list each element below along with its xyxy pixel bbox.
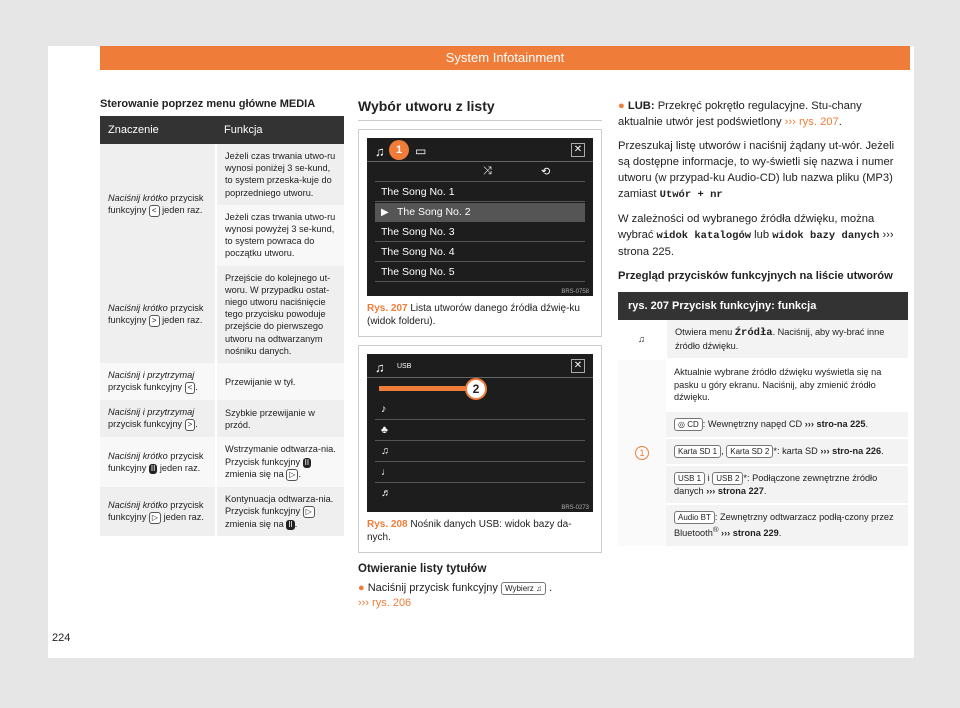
bullet-icon: ●	[618, 100, 625, 112]
pause-key-icon: II	[288, 520, 293, 530]
table-cell: Kontynuacja odtwarza-nia. Przycisk funkcyjny ▷ zmienia się na II .	[216, 487, 344, 536]
subheading: Przegląd przycisków funkcyjnych na liście utworów	[618, 270, 893, 282]
paragraph: ● LUB: Przekręć pokrętło regulacyjne. Stu-chany aktualnie utwór jest podświetlony ››› rys. 207.	[618, 100, 862, 128]
table-cell: Wstrzymanie odtwarza-nia. Przycisk funkcyjny II zmienia się na ▷ .	[216, 437, 344, 486]
sd-card-icon: Karta SD 1	[674, 445, 721, 458]
category-playlist[interactable]	[375, 484, 585, 504]
list-toolbar	[375, 164, 585, 182]
category-songs[interactable]	[375, 442, 585, 462]
callout-badge: 2	[465, 378, 487, 400]
figure-code: BRS-0758	[561, 289, 589, 295]
table-cell: Aktualnie wybrane źródło dźwięku wyświetla się na pasku u góry ekranu. Naciśnij, aby zmienić źródło dźwięku.	[666, 359, 908, 411]
table-cell: Przejście do kolejnego ut-woru. W przypadku ostat-niego utworu naciśnięcie tego przycisku powoduje przejście do pierwszego utworu na odtwarzanym nośniku danych.	[216, 266, 344, 363]
instruction-text: ● Naciśnij przycisk funkcyjny Wybierz ♫ . ››› rys. 206	[358, 582, 553, 609]
category-genre[interactable]	[375, 463, 585, 483]
table-cell: Audio BT : Zewnętrzny odtwarzacz podłą-czony przez Bluetooth® ››› strona 229.	[666, 504, 908, 547]
table-cell: Naciśnij i przytrzymaj przycisk funkcyjny > .	[100, 400, 216, 437]
table-title: rys. 207 Przycisk funkcyjny: funkcja	[618, 292, 908, 320]
table-cell: USB 1 i USB 2 *: Podłączone zewnętrzne źródło danych ››› strona 227.	[666, 465, 908, 505]
table-cell: Naciśnij krótko przycisk funkcyjny II jeden raz.	[100, 437, 216, 486]
page-number: 224	[52, 632, 71, 644]
table-cell: Jeżeli czas trwania utwo-ru wynosi poniżej 3 se-kund, to system przeska-kuje do poprzedniego utworu.	[216, 144, 344, 205]
prev-key-icon: <	[185, 382, 196, 394]
list-item[interactable]: The Song No. 1	[375, 183, 585, 202]
pause-key-icon: II	[150, 464, 156, 474]
table-cell: Jeżeli czas trwania utwo-ru wynosi powyżej 3 se-kund, to system powraca do początku utworu.	[216, 205, 344, 266]
table-cell: ◎ CD : Wewnętrzny napęd CD ››› stro-na 225.	[666, 411, 908, 438]
playlist-icon: ♬	[381, 487, 392, 499]
media-controls-table	[100, 116, 344, 536]
list-item[interactable]: The Song No. 5	[375, 263, 585, 282]
shuffle-icon: ⤨	[483, 165, 492, 177]
folder-icon: ▭	[415, 144, 427, 158]
artist-icon: ♪	[381, 403, 387, 415]
pause-key-icon: II	[304, 457, 310, 467]
table-cell: Szybkie przewijanie w przód.	[216, 400, 344, 437]
table-cell: Naciśnij krótko przycisk funkcyjny < jeden raz.	[100, 144, 216, 266]
music-note-icon: ♫	[375, 144, 385, 159]
callout-badge: 1	[389, 140, 409, 160]
music-note-icon: ♫	[618, 320, 666, 359]
screenshot-usb-database	[367, 354, 593, 512]
function-keys-table	[618, 292, 908, 548]
section-heading: Sterowanie poprzez menu główne MEDIA	[100, 98, 316, 110]
table-cell: Naciśnij i przytrzymaj przycisk funkcyjny < .	[100, 363, 216, 400]
media-controls-section	[100, 98, 344, 536]
select-key-icon: Wybierz ♫	[501, 582, 546, 595]
table-cell: Przewijanie w tył.	[216, 363, 344, 400]
divider	[367, 161, 593, 162]
highlight-bar	[379, 386, 467, 391]
cd-icon: ◎ CD	[674, 418, 703, 431]
figure-caption: Rys. 207 Lista utworów danego źródła dźwię-ku (widok folderu).	[367, 303, 580, 327]
genre-icon: ♩	[381, 466, 392, 478]
subheading: Otwieranie listy tytułów	[358, 563, 487, 575]
callout-number: 1	[618, 359, 666, 547]
play-key-icon: ▷	[286, 469, 298, 481]
figure-207	[358, 129, 602, 337]
album-icon: ♣	[381, 424, 388, 436]
prev-key-icon: <	[149, 205, 160, 217]
next-key-icon: >	[149, 315, 160, 327]
col-header-function: Funkcja	[216, 116, 344, 144]
play-key-icon: ▷	[303, 506, 315, 518]
sd-card-icon: Karta SD 2	[726, 445, 773, 458]
close-icon: ✕	[571, 143, 585, 157]
track-selection-section	[358, 98, 602, 611]
list-item[interactable]: The Song No. 3	[375, 223, 585, 242]
music-note-icon: ♫	[375, 360, 385, 375]
table-cell: Karta SD 1 , Karta SD 2 *: karta SD ››› stro-na 226.	[666, 438, 908, 465]
usb-label: USB	[397, 363, 412, 370]
bullet-icon: ●	[358, 582, 365, 594]
list-item[interactable]: The Song No. 4	[375, 243, 585, 262]
function-keys-section	[618, 98, 908, 548]
next-key-icon: >	[185, 419, 196, 431]
table-cell: Naciśnij krótko przycisk funkcyjny ▷ jeden raz.	[100, 487, 216, 536]
page-header: System Infotainment	[100, 46, 910, 70]
figure-code: BRS-0273	[561, 505, 589, 511]
play-key-icon: ▷	[149, 512, 161, 524]
bluetooth-icon: Audio BT	[674, 511, 715, 524]
figure-caption: Rys. 208 Nośnik danych USB: widok bazy da-nych.	[367, 519, 572, 543]
category-artist[interactable]	[375, 400, 585, 420]
usb-icon: USB 1	[674, 472, 705, 485]
screenshot-track-list	[367, 138, 593, 296]
category-album[interactable]	[375, 421, 585, 441]
list-item-selected[interactable]: ▶ The Song No. 2	[375, 203, 585, 222]
usb-icon: USB 2	[712, 472, 743, 485]
manual-page	[48, 46, 914, 658]
repeat-icon: ⟲	[541, 166, 551, 178]
play-icon: ▶	[381, 207, 389, 218]
table-cell: Naciśnij krótko przycisk funkcyjny > jeden raz.	[100, 266, 216, 363]
songs-icon: ♫	[381, 445, 389, 457]
close-icon: ✕	[571, 359, 585, 373]
paragraph: Przeszukaj listę utworów i naciśnij żądany ut-wór. Jeżeli są dostępne informacje, to wy-świetli się nazwa i numer utworu (w przypad-ku Audio-CD) lub nazwa pliku (MP3) zamiast Utwór + nr	[618, 140, 895, 201]
figure-208	[358, 345, 602, 553]
section-title: Wybór utworu z listy	[358, 98, 602, 121]
table-cell: Otwiera menu Źródła. Naciśnij, aby wy-brać inne źródło dźwięku.	[666, 320, 908, 359]
paragraph: W zależności od wybranego źródła dźwięku, można wybrać widok katalogów lub widok bazy danych ››› strona 225.	[618, 213, 894, 258]
col-header-meaning: Znaczenie	[100, 116, 216, 144]
